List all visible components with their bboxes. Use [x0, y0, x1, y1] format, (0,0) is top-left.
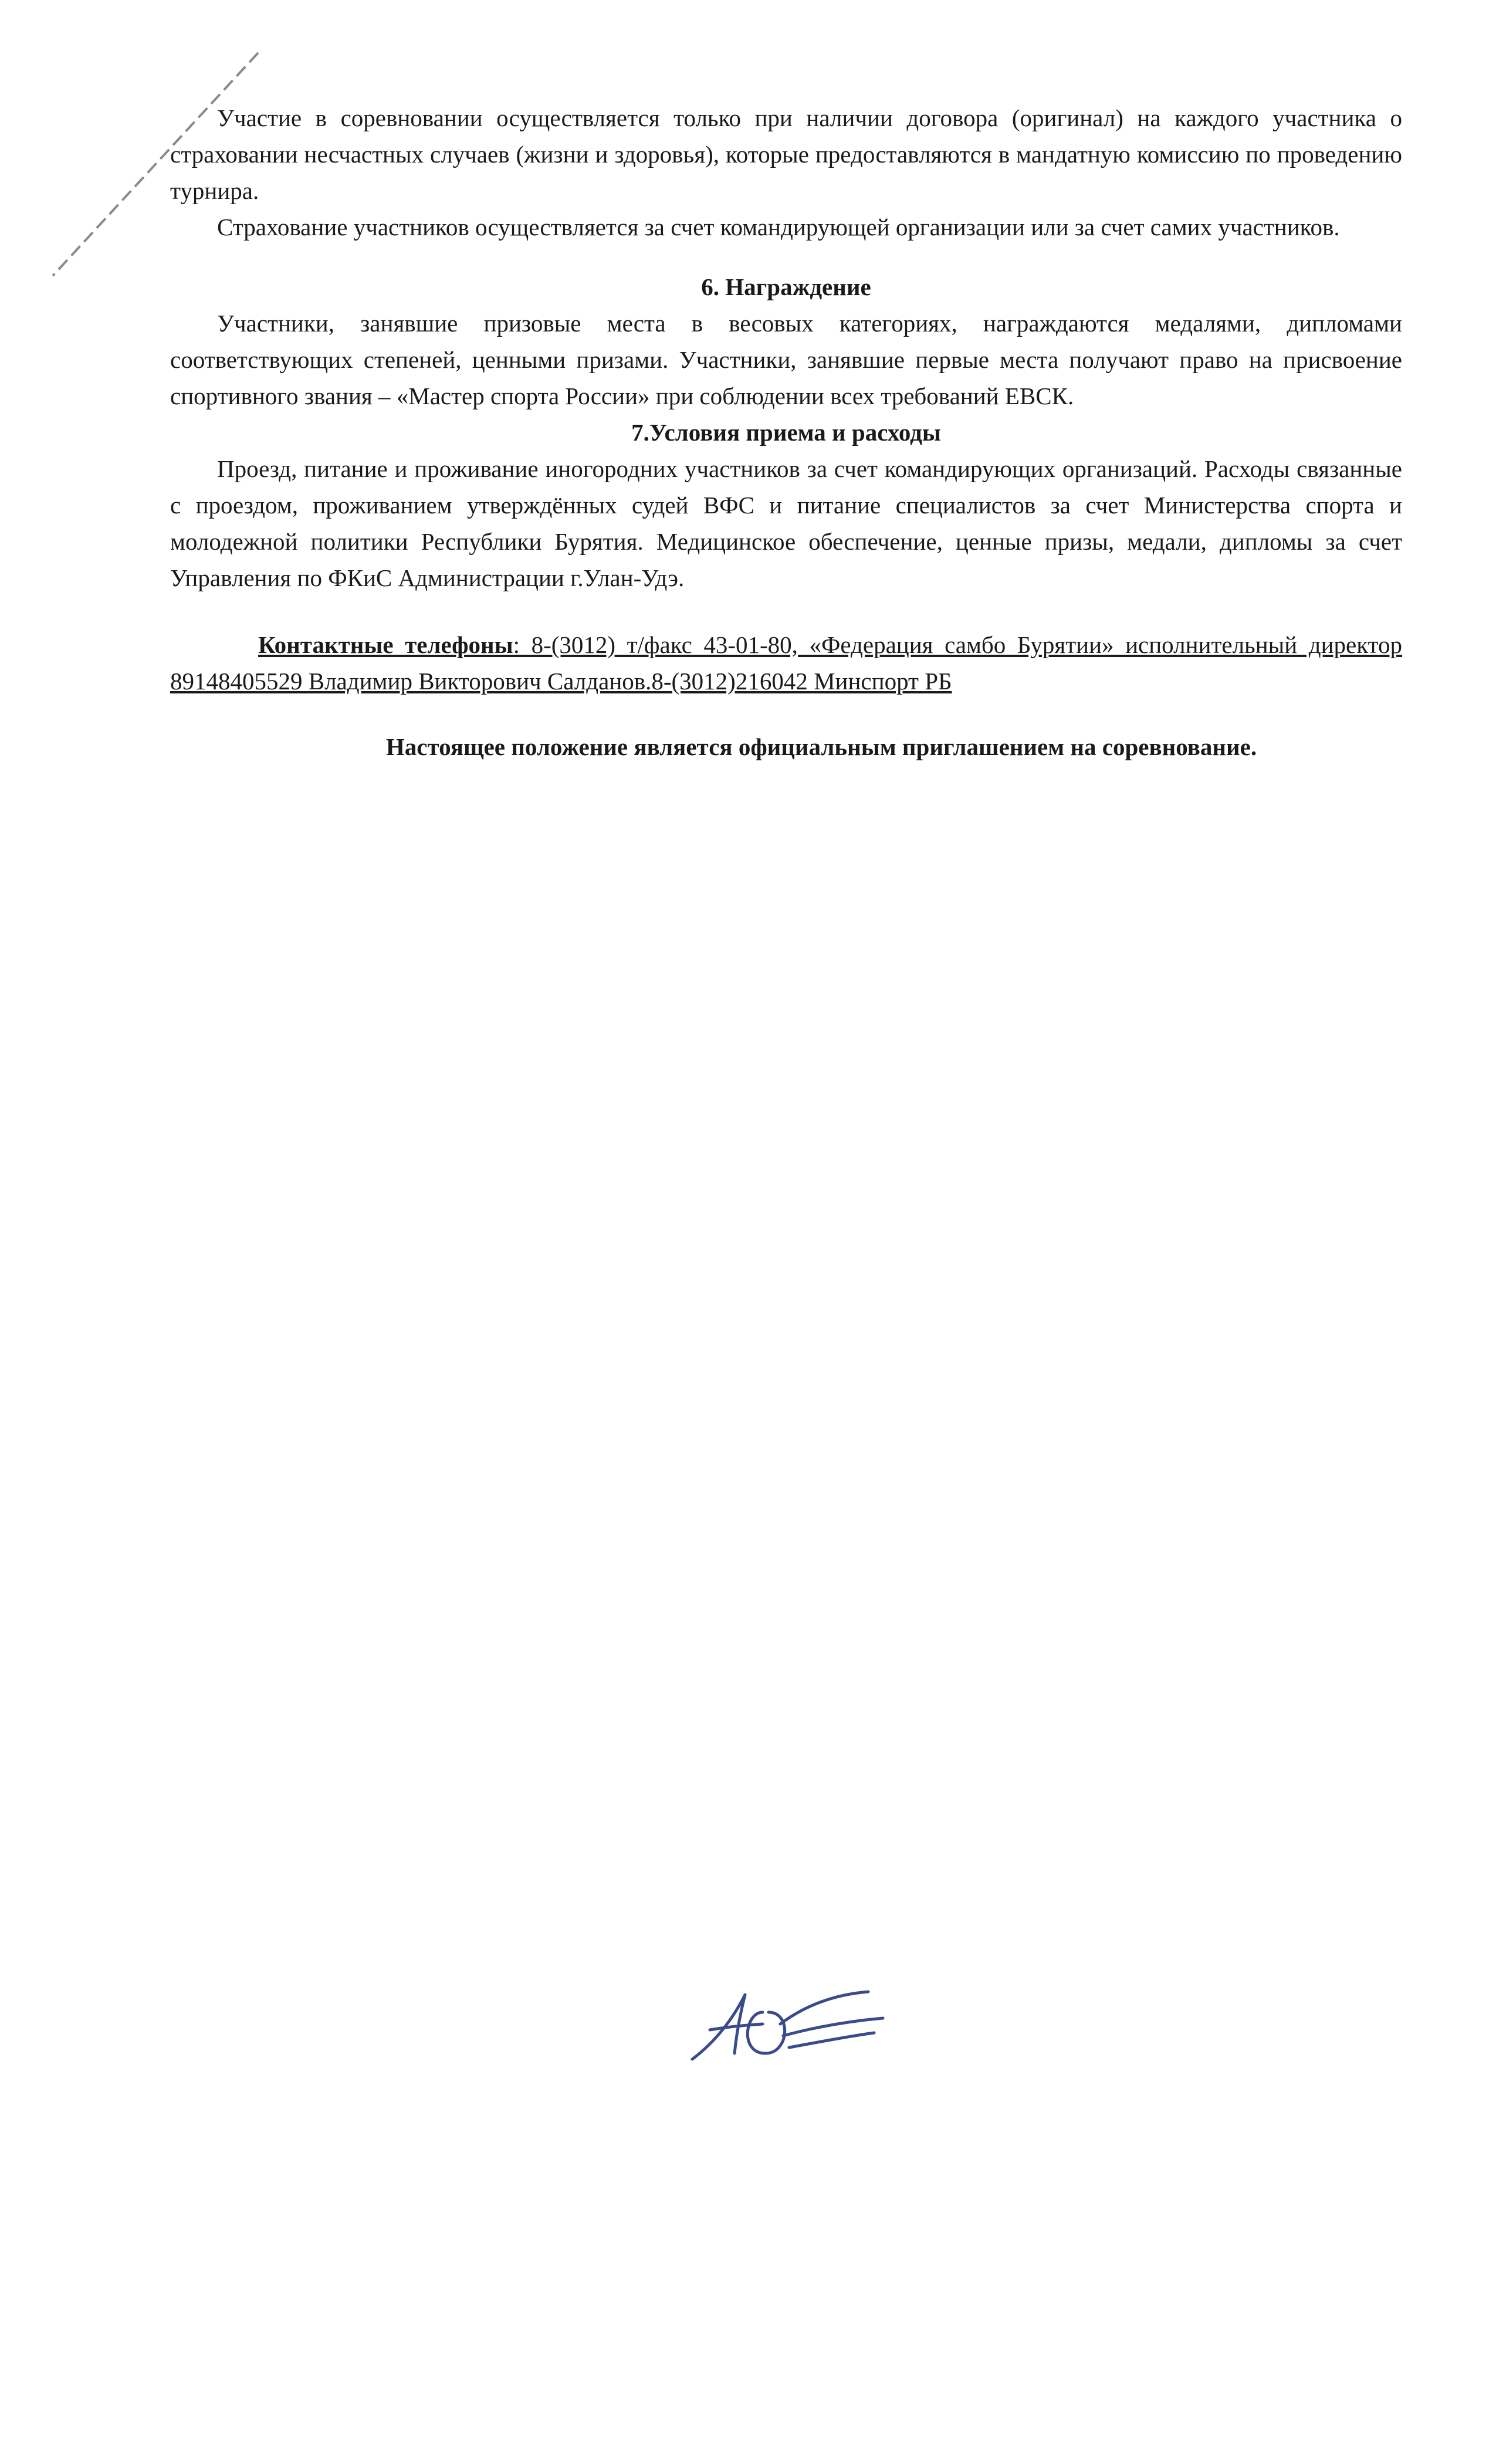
document-page: [170, 100, 1402, 765]
contacts-label: Контактные телефоны: [258, 631, 513, 658]
handwritten-signature-icon: [681, 1971, 892, 2071]
awards-paragraph: Участники, занявшие призовые места в весовых категориях, награждаются медалями, дипломами соответствующих степеней, ценными призами. Участники, занявшие первые места получают право на присвоение спортивного звания – «Мастер спорта России» при соблюдении всех требований ЕВСК.: [170, 310, 1402, 409]
section-7-heading: 7.Условия приема и расходы: [631, 419, 941, 446]
section-6-heading: 6. Награждение: [701, 273, 871, 300]
contacts-block: [170, 627, 1402, 699]
contacts-text: : 8-(3012) т/факс 43-01-80, «Федерация самбо Бурятии» исполнительный директор 89148405529 Владимир Викторович Салданов.8-(3012)216042 Минспорт РБ: [170, 631, 1402, 695]
conditions-paragraph: Проезд, питание и проживание иногородних участников за счет командирующих организаций. Расходы связанные с проездом, проживанием утверждённых судей ВФС и питание специалистов за счет Министерства спорта и молодежной политики Республики Бурятия. Медицинское обеспечение, ценные призы, медали, дипломы за счет Управления по ФКиС Администрации г.Улан-Удэ.: [170, 455, 1402, 591]
closing-statement: Настоящее положение является официальным приглашением на соревнование.: [385, 733, 1257, 760]
insurance-paragraph-2: Страхование участников осуществляется за счет командирующей организации или за счет самих участников.: [217, 214, 1340, 241]
insurance-paragraph-1: Участие в соревновании осуществляется только при наличии договора (оригинал) на каждого участника о страховании несчастных случаев (жизни и здоровья), которые предоставляются в мандатную комиссию по проведению турнира.: [170, 104, 1402, 204]
